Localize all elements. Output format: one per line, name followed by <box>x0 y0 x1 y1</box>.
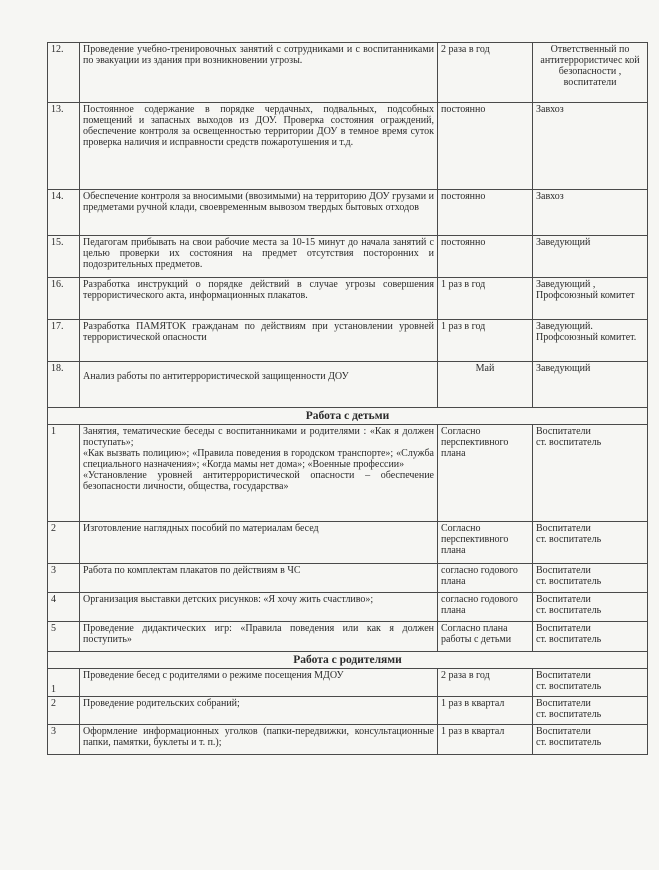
action-cell: Разработка ПАМЯТОК гражданам по действиям при установлении уровней террористической опасности <box>80 320 438 362</box>
action-cell: Занятия, тематические беседы с воспитанниками и родителями : «Как я должен поступать»; «Как вызвать полицию»; «Правила поведения в городском транспорте»; «Служба специального назначения»; «Когда мамы нет дома»; «Военные профессии» «Установление уровней антитеррористической опасности – обеспечение безопасности личности, общества, государства» <box>80 425 438 522</box>
action-cell: Разработка инструкций о порядке действий в случае угрозы совершения террористического акта, информационных плакатов. <box>80 278 438 320</box>
action-cell: Работа по комплектам плакатов по действиям в ЧС <box>80 564 438 593</box>
responsible-cell: Завхоз <box>533 190 648 236</box>
responsible-cell: Воспитатели ст. воспитатель <box>533 564 648 593</box>
period-cell: Согласно перспективного плана <box>438 522 533 564</box>
section-header-row <box>48 652 648 669</box>
row-number: 1 <box>48 669 80 697</box>
action-cell: Обеспечение контроля за вносимыми (ввозимыми) на территорию ДОУ грузами и предметами ручной клади, своевременным вывозом твердых бытовых отходов <box>80 190 438 236</box>
row-number: 3 <box>48 564 80 593</box>
action-cell: Педагогам прибывать на свои рабочие места за 10-15 минут до начала занятий с целью проверки их состояния на предмет отсутствия посторонних и подозрительных предметов. <box>80 236 438 278</box>
section-header-row <box>48 408 648 425</box>
responsible-cell: Заведующий <box>533 362 648 408</box>
table-row <box>48 564 648 593</box>
table-row <box>48 669 648 697</box>
responsible-cell: Заведующий , Профсоюзный комитет <box>533 278 648 320</box>
period-cell: Май <box>438 362 533 408</box>
action-cell: Проведение бесед с родителями о режиме посещения МДОУ <box>80 669 438 697</box>
period-cell: 1 раз в год <box>438 320 533 362</box>
table-row <box>48 320 648 362</box>
action-cell: Проведение дидактических игр: «Правила поведения или как я должен поступить» <box>80 622 438 652</box>
responsible-cell: Воспитатели ст. воспитатель <box>533 593 648 622</box>
responsible-cell: Заведующий. Профсоюзный комитет. <box>533 320 648 362</box>
section-title-parents: Работа с родителями <box>48 652 648 669</box>
action-cell: Оформление информационных уголков (папки-передвижки, консультационные папки, памятки, буклеты и т. п.); <box>80 725 438 755</box>
action-cell: Проведение учебно-тренировочных занятий с сотрудниками и с воспитанниками по эвакуации из здания при возникновении угрозы. <box>80 43 438 103</box>
period-cell: Согласно перспективного плана <box>438 425 533 522</box>
action-cell: Организация выставки детских рисунков: «Я хочу жить счастливо»; <box>80 593 438 622</box>
row-number: 2 <box>48 522 80 564</box>
period-cell: постоянно <box>438 103 533 190</box>
responsible-cell: Завхоз <box>533 103 648 190</box>
table-row <box>48 278 648 320</box>
period-cell: постоянно <box>438 190 533 236</box>
action-plan-table <box>47 42 648 755</box>
period-cell: 1 раз в год <box>438 278 533 320</box>
table-row <box>48 522 648 564</box>
responsible-cell: Воспитатели ст. воспитатель <box>533 425 648 522</box>
responsible-cell: Воспитатели ст. воспитатель <box>533 669 648 697</box>
row-number: 5 <box>48 622 80 652</box>
responsible-cell: Ответственный по антитеррористичес кой безопасности , воспитатели <box>533 43 648 103</box>
row-number: 1 <box>48 425 80 522</box>
row-number: 2 <box>48 697 80 725</box>
period-cell: 1 раз в квартал <box>438 725 533 755</box>
row-number: 17. <box>48 320 80 362</box>
table-row <box>48 236 648 278</box>
row-number: 13. <box>48 103 80 190</box>
row-number: 14. <box>48 190 80 236</box>
action-cell: Постоянное содержание в порядке чердачных, подвальных, подсобных помещений и запасных выходов из ДОУ. Проверка состояния ограждений, обеспечение контроля за освещенностью территории ДОУ в темное время суток проверка наличия и исправности средств пожаротушения и т.д. <box>80 103 438 190</box>
responsible-cell: Воспитатели ст. воспитатель <box>533 622 648 652</box>
table-row <box>48 725 648 755</box>
table-row <box>48 697 648 725</box>
period-cell: согласно годового плана <box>438 593 533 622</box>
table-row <box>48 593 648 622</box>
table-row <box>48 103 648 190</box>
row-number: 16. <box>48 278 80 320</box>
table-row <box>48 190 648 236</box>
row-number: 15. <box>48 236 80 278</box>
table-row <box>48 622 648 652</box>
row-number: 4 <box>48 593 80 622</box>
responsible-cell: Воспитатели ст. воспитатель <box>533 725 648 755</box>
action-cell: Проведение родительских собраний; <box>80 697 438 725</box>
row-number: 12. <box>48 43 80 103</box>
action-cell: Изготовление наглядных пособий по материалам бесед <box>80 522 438 564</box>
table-row <box>48 425 648 522</box>
responsible-cell: Заведующий <box>533 236 648 278</box>
section-title-children: Работа с детьми <box>48 408 648 425</box>
table-row <box>48 362 648 408</box>
responsible-cell: Воспитатели ст. воспитатель <box>533 697 648 725</box>
period-cell: 2 раза в год <box>438 43 533 103</box>
table-row <box>48 43 648 103</box>
action-cell: Анализ работы по антитеррористической защищенности ДОУ <box>80 362 438 408</box>
period-cell: согласно годового плана <box>438 564 533 593</box>
period-cell: Согласно плана работы с детьми <box>438 622 533 652</box>
responsible-cell: Воспитатели ст. воспитатель <box>533 522 648 564</box>
period-cell: постоянно <box>438 236 533 278</box>
row-number: 18. <box>48 362 80 408</box>
period-cell: 1 раз в квартал <box>438 697 533 725</box>
row-number: 3 <box>48 725 80 755</box>
period-cell: 2 раза в год <box>438 669 533 697</box>
